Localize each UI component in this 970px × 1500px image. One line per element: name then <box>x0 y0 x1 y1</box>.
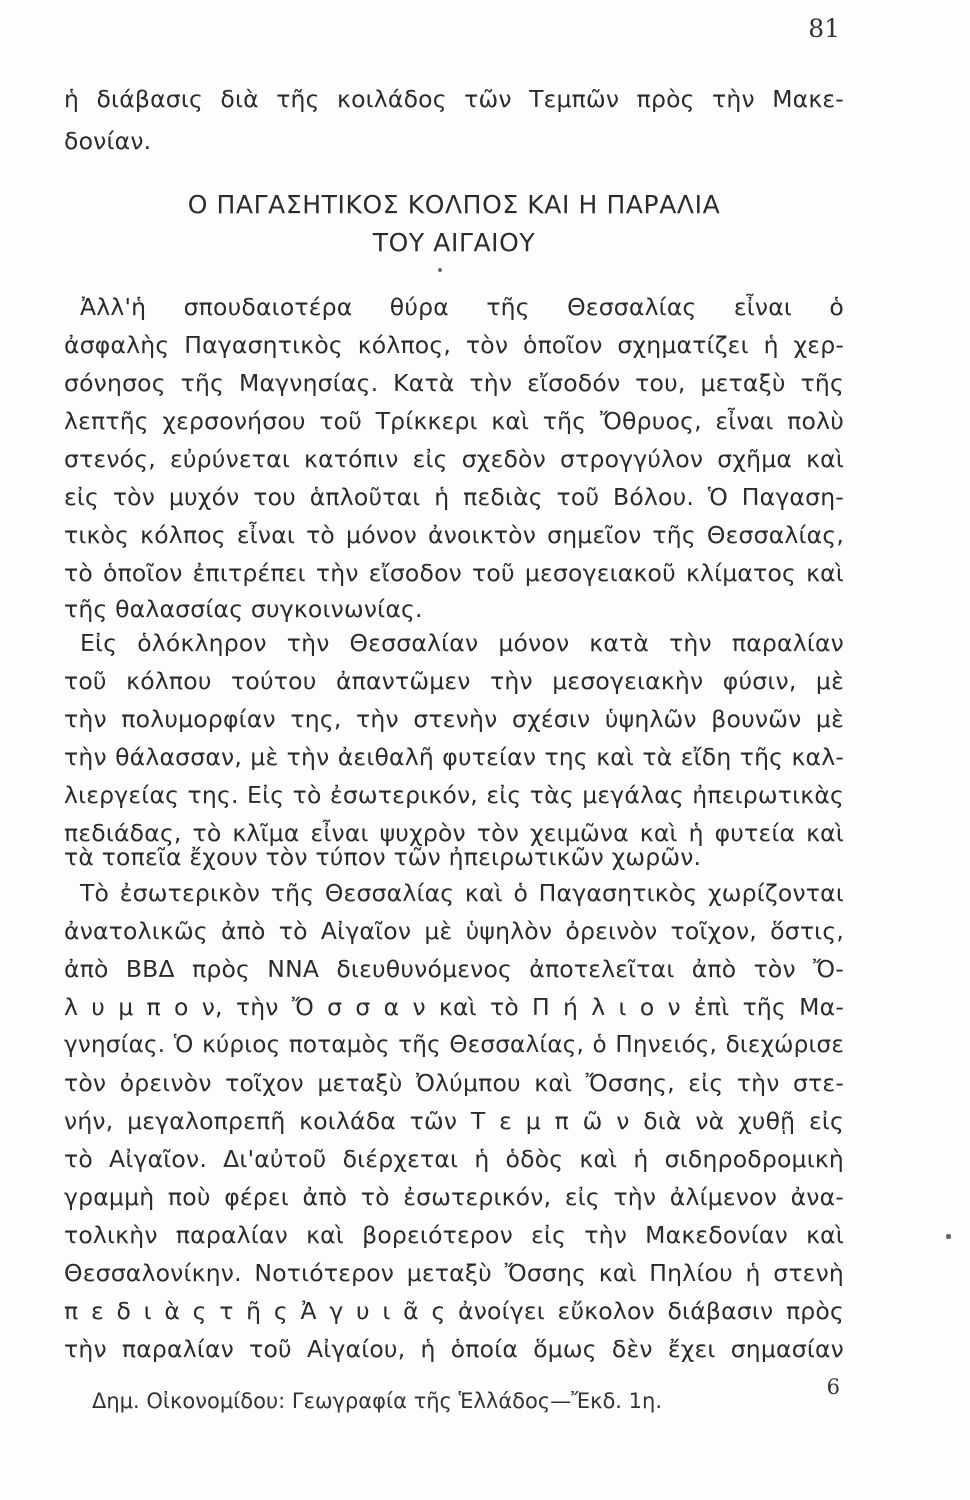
text-line: τικὸς κόλπος εἶναι τὸ μόνον ἀνοικτὸν σημεῖον τῆς Θεσσαλίας, <box>64 521 844 549</box>
text-line: λιεργείας της. Εἰς τὸ ἐσωτερικόν, εἰς τὰς μεγάλας ἠπειρωτικὰς <box>64 781 844 809</box>
text-line: τὸ ὁποῖον ἐπιτρέπει τὴν εἴσοδον τοῦ μεσογειακοῦ κλίματος καὶ <box>64 559 844 587</box>
text-line: τὴν θάλασσαν, μὲ τὴν ἀειθαλῆ φυτείαν της καὶ τὰ εἴδη τῆς καλ- <box>64 743 844 771</box>
text-line: στενός, εὐρύνεται κατόπιν εἰς σχεδὸν στρογγύλον σχῆμα καὶ <box>64 445 844 473</box>
text-line: γνησίας. Ὁ κύριος ποταμὸς τῆς Θεσσαλίας, ὁ Πηνειός, διεχώρισε <box>64 1032 844 1058</box>
text-line: τὰ τοπεῖα ἔχουν τὸν τύπον τῶν ἠπειρωτικῶν χωρῶν. <box>64 843 702 871</box>
section-heading: Ο ΠΑΓΑΣΗΤΙΚΟΣ ΚΟΛΠΟΣ ΚΑΙ Η ΠΑΡΑΛΙΑ <box>187 190 721 219</box>
text-line: πεδιάδας, τὸ κλῖμα εἶναι ψυχρὸν τὸν χειμῶνα καὶ ἡ φυτεία καὶ <box>64 819 844 847</box>
page-number: 81 <box>808 14 840 43</box>
text-line: τὴν παραλίαν τοῦ Αἰγαίου, ἡ ὁποία ὅμως δὲν ἔχει σημασίαν <box>64 1335 844 1363</box>
text-line: δονίαν. <box>64 127 152 155</box>
text-line: τῆς θαλασσίας συγκοινωνίας. <box>64 595 423 623</box>
footer-source-line: Δημ. Οἰκονομίδου: Γεωγραφία τῆς Ἑλλάδος—Ἔκδ. 1η. <box>92 1389 662 1413</box>
text-line: λ υ μ π ο ν, τὴν Ὄ σ σ α ν καὶ τὸ Π ή λ ι ο ν ἐπὶ τῆς Μα- <box>64 993 844 1021</box>
text-line: ἀπὸ ΒΒΔ πρὸς ΝΝΑ διευθυνόμενος ἀποτελεῖται ἀπὸ τὸν Ὄ- <box>64 955 844 983</box>
text-line: λεπτῆς χερσονήσου τοῦ Τρίκκερι καὶ τῆς Ὄθρυος, εἶναι πολὺ <box>64 407 844 435</box>
print-speck <box>946 1234 951 1239</box>
text-line: νήν, μεγαλοπρεπῆ κοιλάδα τῶν Τ ε μ π ῶ ν διὰ νὰ χυθῇ εἰς <box>64 1107 844 1135</box>
text-line: τὸν ὀρεινὸν τοῖχον μεταξὺ Ὀλύμπου καὶ Ὄσσης, εἰς τὴν στε- <box>64 1069 844 1097</box>
text-line: γραμμὴ ποὺ φέρει ἀπὸ τὸ ἐσωτερικόν, εἰς τὴν ἀλίμενον ἀνα- <box>64 1183 844 1211</box>
text-line: τὴν πολυμορφίαν της, τὴν στενὴν σχέσιν ὑψηλῶν βουνῶν μὲ <box>64 705 844 733</box>
text-line: σόνησος τῆς Μαγνησίας. Κατὰ τὴν εἴσοδόν του, μεταξὺ τῆς <box>64 369 844 397</box>
text-line: Θεσσαλονίκην. Νοτιότερον μεταξὺ Ὄσσης καὶ Πηλίου ἡ στενὴ <box>64 1259 844 1287</box>
print-speck <box>438 268 442 272</box>
text-line: Εἰς ὁλόκληρον τὴν Θεσσαλίαν μόνον κατὰ τὴν παραλίαν <box>80 629 844 657</box>
text-line: Ἀλλ'ἡ σπουδαιοτέρα θύρα τῆς Θεσσαλίας εἶναι ὁ <box>80 293 844 321</box>
text-line: τὸ Αἰγαῖον. Δι'αὐτοῦ διέρχεται ἡ ὁδὸς καὶ ἡ σιδηροδρομικὴ <box>64 1145 844 1173</box>
text-line: π ε δ ι ὰ ς τ ῆ ς Ἀ γ υ ι ᾶ ς ἀνοίγει εὔκολον διάβασιν πρὸς <box>64 1297 844 1325</box>
section-heading-continued: ΤΟΥ ΑΙΓΑΙΟΥ <box>372 228 536 257</box>
text-line: Τὸ ἐσωτερικὸν τῆς Θεσσαλίας καὶ ὁ Παγασητικὸς χωρίζονται <box>80 879 844 907</box>
text-line: ἀσφαλὴς Παγασητικὸς κόλπος, τὸν ὁποῖον σχηματίζει ἡ χερ- <box>64 331 844 359</box>
text-line: ἀνατολικῶς ἀπὸ τὸ Αἰγαῖον μὲ ὑψηλὸν ὀρεινὸν τοῖχον, ὅστις, <box>64 917 844 945</box>
text-line: τολικὴν παραλίαν καὶ βορειότερον εἰς τὴν Μακεδονίαν καὶ <box>64 1221 844 1249</box>
text-line: εἰς τὸν μυχόν του ἁπλοῦται ἡ πεδιὰς τοῦ Βόλου. Ὁ Παγαση- <box>64 483 844 511</box>
text-line: ἡ διάβασις διὰ τῆς κοιλάδος τῶν Τεμπῶν πρὸς τὴν Μακε- <box>64 85 844 113</box>
signature-mark: 6 <box>826 1375 840 1399</box>
text-line: τοῦ κόλπου τούτου ἀπαντῶμεν τὴν μεσογειακὴν φύσιν, μὲ <box>64 667 844 695</box>
